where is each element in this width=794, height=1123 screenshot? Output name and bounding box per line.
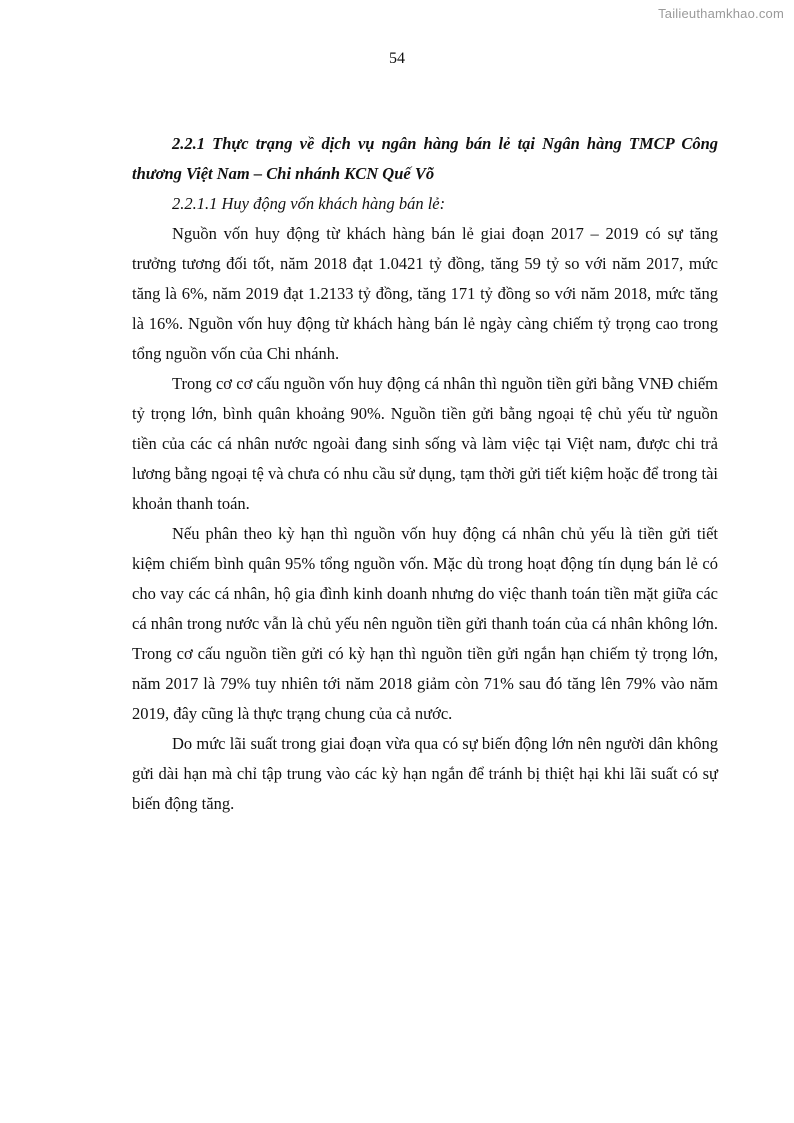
paragraph: Nếu phân theo kỳ hạn thì nguồn vốn huy động cá nhân chủ yếu là tiền gửi tiết kiệm chiếm bình quân 95% tổng nguồn vốn. Mặc dù trong hoạt động tín dụng bán lẻ có cho vay các cá nhân, hộ gia đình kinh doanh nhưng do việc thanh toán tiền mặt giữa các cá nhân trong nước vẫn là chủ yếu nên nguồn tiền gửi thanh toán của cá nhân không lớn. Trong cơ cấu nguồn tiền gửi có kỳ hạn thì nguồn tiền gửi ngắn hạn chiếm tỷ trọng lớn, năm 2017 là 79% tuy nhiên tới năm 2018 giảm còn 71% sau đó tăng lên 79% vào năm 2019, đây cũng là thực trạng chung của cả nước. [132, 524, 718, 723]
page-number: 54 [389, 50, 405, 67]
subsection-heading: 2.2.1.1 Huy động vốn khách hàng bán lẻ: [172, 194, 446, 213]
paragraph: Nguồn vốn huy động từ khách hàng bán lẻ giai đoạn 2017 – 2019 có sự tăng trưởng tương đối tốt, năm 2018 đạt 1.0421 tỷ đồng, tăng 59 tỷ so với năm 2017, mức tăng là 6%, năm 2019 đạt 1.2133 tỷ đồng, tăng 171 tỷ đồng so với năm 2018, mức tăng là 16%. Nguồn vốn huy động từ khách hàng bán lẻ ngày càng chiếm tỷ trọng cao trong tổng nguồn vốn của Chi nhánh. [132, 224, 718, 363]
document-body [132, 129, 718, 819]
paragraph: Trong cơ cơ cấu nguồn vốn huy động cá nhân thì nguồn tiền gửi bằng VNĐ chiếm tỷ trọng lớn, bình quân khoảng 90%. Nguồn tiền gửi bằng ngoại tệ chủ yếu từ nguồn tiền của các cá nhân nước ngoài đang sinh sống và làm việc tại Việt nam, được chi trả lương bằng ngoại tệ và chưa có nhu cầu sử dụng, tạm thời gửi tiết kiệm hoặc để trong tài khoản thanh toán. [132, 374, 718, 513]
section-heading: 2.2.1 Thực trạng về dịch vụ ngân hàng bán lẻ tại Ngân hàng TMCP Công thương Việt Nam – Chi nhánh KCN Quế Võ [132, 134, 718, 183]
watermark: Tailieuthamkhao.com [658, 6, 784, 21]
paragraph: Do mức lãi suất trong giai đoạn vừa qua có sự biến động lớn nên người dân không gửi dài hạn mà chỉ tập trung vào các kỳ hạn ngắn để tránh bị thiệt hại khi lãi suất có sự biến động tăng. [132, 734, 718, 813]
